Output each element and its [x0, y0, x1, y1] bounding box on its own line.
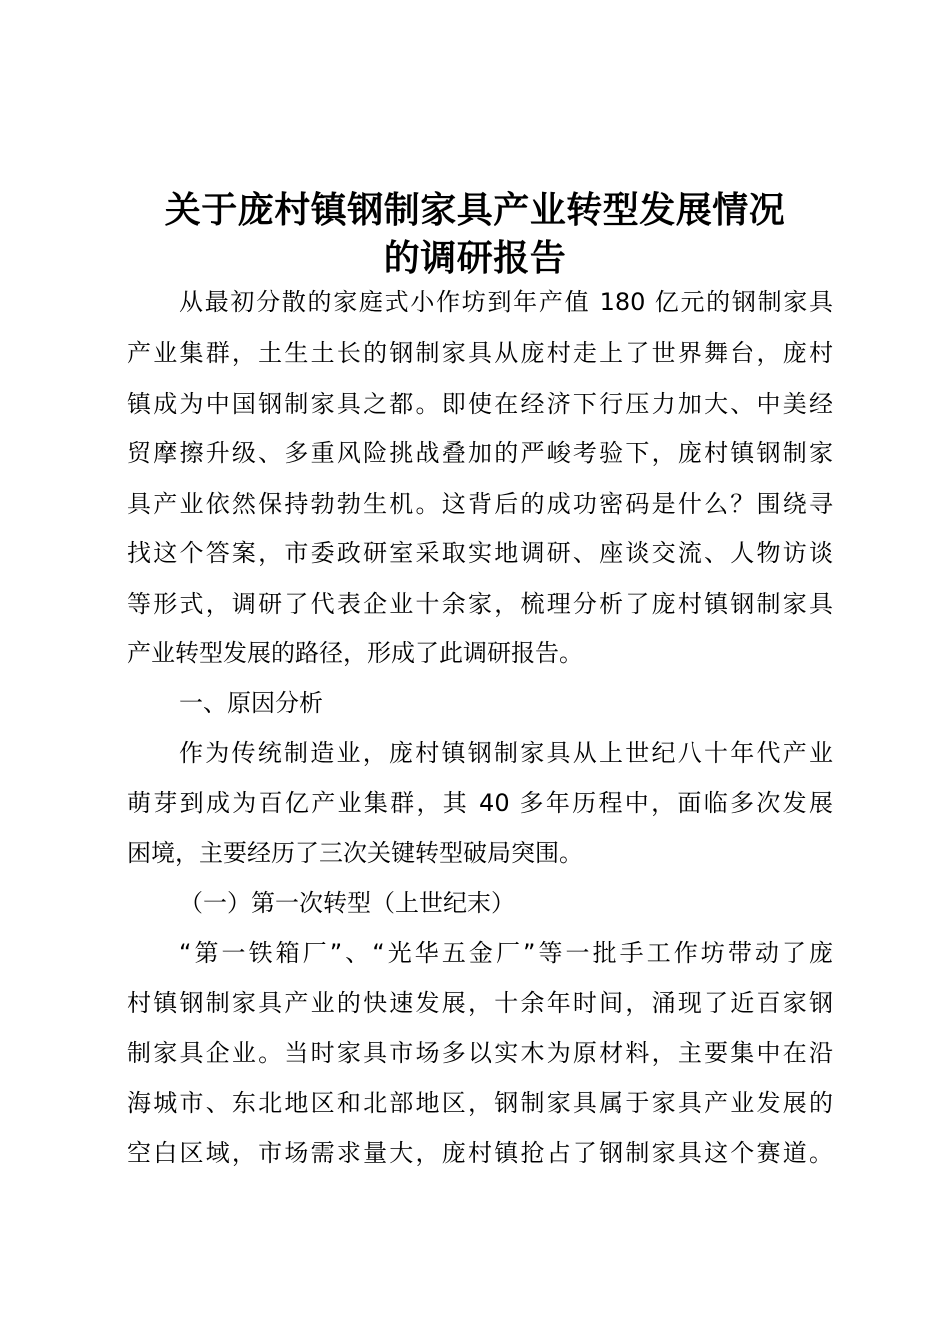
paragraph-1-line: 贸摩擦升级、多重风险挑战叠加的严峻考验下，庞村镇钢制家 — [127, 439, 833, 467]
paragraph-1-line: 等形式，调研了代表企业十余家，梳理分析了庞村镇钢制家具 — [127, 590, 833, 618]
paragraph-3-line: 制家具企业。当时家具市场多以实木为原材料，主要集中在沿 — [127, 1039, 833, 1067]
paragraph-1-line: 产业转型发展的路径，形成了此调研报告。 — [127, 639, 583, 667]
paragraph-3-line: 村镇钢制家具产业的快速发展，十余年时间，涌现了近百家钢 — [127, 989, 833, 1017]
paragraph-1-line: 镇成为中国钢制家具之都。即使在经济下行压力加大、中美经 — [127, 390, 833, 418]
paragraph-2-line: 萌芽到成为百亿产业集群，其 40 多年历程中，面临多次发展 — [127, 789, 833, 817]
paragraph-3-line: 空白区域，市场需求量大，庞村镇抢占了钢制家具这个赛道。 — [127, 1139, 833, 1167]
subsection-heading-first-transformation: （一）第一次转型（上世纪末） — [179, 889, 515, 917]
paragraph-3-line: “第一铁箱厂”、“光华五金厂”等一批手工作坊带动了庞 — [179, 939, 833, 967]
section-heading-cause-analysis: 一、原因分析 — [179, 689, 323, 717]
paragraph-1-line: 具产业依然保持勃勃生机。这背后的成功密码是什么？围绕寻 — [127, 490, 833, 518]
paragraph-2-line: 困境，主要经历了三次关键转型破局突围。 — [127, 839, 583, 867]
paragraph-3-line: 海城市、东北地区和北部地区，钢制家具属于家具产业发展的 — [127, 1089, 833, 1117]
paragraph-1-line: 找这个答案，市委政研室采取实地调研、座谈交流、人物访谈 — [127, 539, 833, 567]
paragraph-1-line: 从最初分散的家庭式小作坊到年产值 180 亿元的钢制家具 — [179, 288, 833, 316]
paragraph-2-line: 作为传统制造业，庞村镇钢制家具从上世纪八十年代产业 — [179, 739, 833, 767]
document-title-line-2: 的调研报告 — [383, 237, 567, 279]
paragraph-1-line: 产业集群，土生土长的钢制家具从庞村走上了世界舞台，庞村 — [127, 339, 833, 367]
document-title-line-1: 关于庞村镇钢制家具产业转型发展情况 — [164, 189, 786, 231]
